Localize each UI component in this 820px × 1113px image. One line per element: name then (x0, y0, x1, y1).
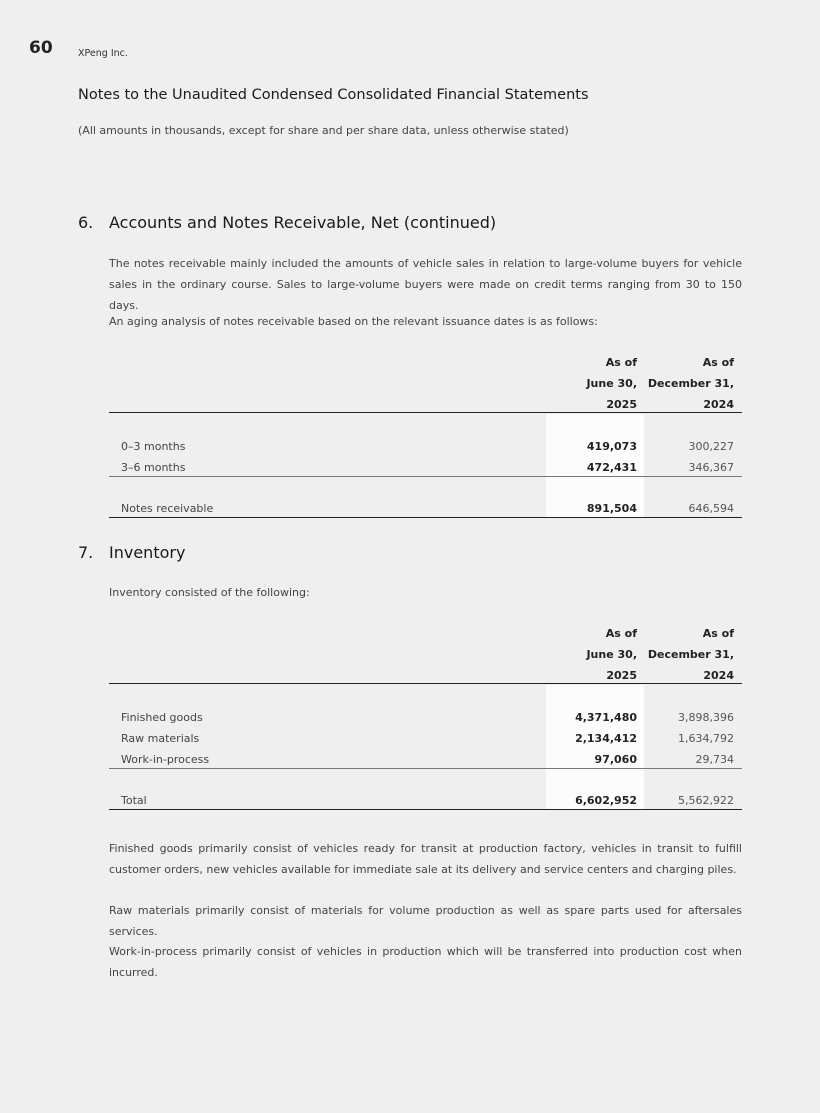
table-row (109, 728, 742, 749)
raw-materials-note: Raw materials primarily consist of materials for volume production as well as spare parts used for aftersales services. (109, 904, 742, 938)
column-header-december-2024: As of December 31, 2024 (647, 356, 734, 411)
page-number: 60 (29, 38, 53, 58)
column-header-june-2025: As of June 30, 2025 (586, 356, 637, 411)
row-value-2025: 419,073 (586, 440, 637, 453)
total-rule (109, 517, 742, 518)
total-rule (109, 809, 742, 810)
total-value-2024: 5,562,922 (678, 794, 734, 807)
subtotal-rule (109, 768, 742, 769)
column-header-december-2024: As of December 31, 2024 (647, 627, 734, 682)
section-6-paragraph-1: The notes receivable mainly included the amounts of vehicle sales in relation to large-volume buyers for vehicle sales in the ordinary course. Sales to large-volume buyers were made on credit terms ranging from 30 to 150 days. (109, 257, 742, 312)
section-7-number: 7. (78, 543, 94, 562)
section-7-title: Inventory (109, 543, 186, 562)
work-in-process-note: Work-in-process primarily consist of vehicles in production which will be transferred into production cost when incurred. (109, 945, 742, 979)
table-row (109, 707, 742, 728)
total-value-2025: 6,602,952 (575, 794, 637, 807)
row-value-2024: 3,898,396 (678, 711, 734, 724)
total-label: Total (121, 794, 147, 807)
table-total-row (109, 790, 742, 811)
total-value-2025: 891,504 (586, 502, 637, 515)
row-label: 0–3 months (121, 440, 186, 453)
section-6-title: Accounts and Notes Receivable, Net (continued) (109, 213, 497, 232)
row-label: Raw materials (121, 732, 200, 745)
section-6-heading (78, 213, 496, 232)
total-label: Notes receivable (121, 502, 214, 515)
row-value-2025: 2,134,412 (575, 732, 637, 745)
row-value-2024: 346,367 (688, 461, 734, 474)
inventory-table (109, 623, 742, 811)
finished-goods-note: Finished goods primarily consist of vehicles ready for transit at production factory, vehicles in transit to fulfill customer orders, new vehicles available for immediate sale at its delivery and service centers and charging piles. (109, 842, 742, 876)
row-value-2025: 97,060 (594, 753, 637, 766)
row-value-2024: 1,634,792 (678, 732, 734, 745)
header-rule (109, 412, 742, 413)
row-label: Finished goods (121, 711, 203, 724)
section-6-paragraph-2: An aging analysis of notes receivable based on the relevant issuance dates is as follows: (109, 315, 598, 328)
row-value-2024: 300,227 (688, 440, 734, 453)
notes-receivable-aging-table (109, 352, 742, 520)
section-7-paragraph-1: Inventory consisted of the following: (109, 586, 310, 599)
table-total-row (109, 498, 742, 519)
row-value-2025: 4,371,480 (575, 711, 637, 724)
section-6-number: 6. (78, 213, 94, 232)
subtotal-rule (109, 476, 742, 477)
header-rule (109, 683, 742, 684)
row-value-2025: 472,431 (586, 461, 637, 474)
document-subtitle: (All amounts in thousands, except for share and per share data, unless otherwise stated) (78, 124, 569, 137)
row-label: Work-in-process (121, 753, 210, 766)
company-name: XPeng Inc. (78, 48, 128, 59)
column-header-june-2025: As of June 30, 2025 (586, 627, 637, 682)
row-label: 3–6 months (121, 461, 186, 474)
row-value-2024: 29,734 (695, 753, 734, 766)
table-row (109, 457, 742, 478)
table-row (109, 436, 742, 457)
table-row (109, 749, 742, 770)
document-title: Notes to the Unaudited Condensed Consolidated Financial Statements (78, 87, 589, 103)
total-value-2024: 646,594 (688, 502, 734, 515)
section-7-heading (78, 543, 185, 562)
